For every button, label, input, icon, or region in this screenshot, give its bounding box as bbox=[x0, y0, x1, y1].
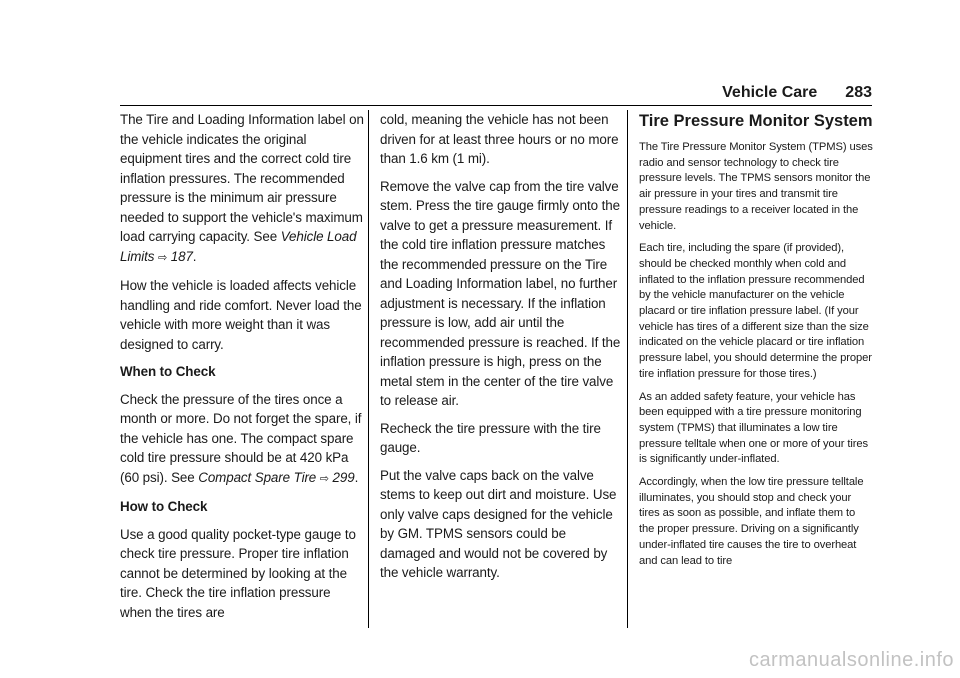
cross-reference-link[interactable]: Compact Spare Tire bbox=[198, 469, 317, 485]
page-ref-arrow-icon: ⇨ bbox=[158, 251, 168, 264]
header-page-number: 283 bbox=[845, 84, 872, 101]
cross-reference-link[interactable]: Vehicle Load Limits bbox=[120, 229, 357, 264]
paragraph-telltale: Accordingly, when the low tire pressure telltale illuminates, you should stop and check your tires as soon as possible, and inflate them to the proper pressure. Driving on a significantly under-inflated tire causes the tire to overheat and can lead to tire bbox=[639, 476, 864, 567]
paragraph-tire-label: The Tire and Loading Information label on the vehicle indicates the original equipment tires and the correct cold tire inflation pressures. The recommended pressure is the minimum air pressure needed to support the vehicle's maximum load carrying capacity. See Vehicle Load Limits ⇨ 187. bbox=[120, 112, 364, 264]
paragraph-recheck: Recheck the tire pressure with the tire gauge. bbox=[380, 420, 601, 455]
page-ref-arrow-icon: ⇨ bbox=[319, 472, 329, 485]
paragraph-monthly-check: Each tire, including the spare (if provided), should be checked monthly when cold and inflated to the inflation pressure recommended by the vehicle manufacturer on the vehicle placard or tire inflation pressure label. (If your vehicle has tires of a different size than the size indicated on the vehicle placard or tire inflation pressure label, you should determine the proper tire inflation pressure for those tires.) bbox=[639, 242, 872, 380]
paragraph-when-to-check: Check the pressure of the tires once a month or more. Do not forget the spare, if the vehicle has one. The compact spare cold tire pressure should be at 420 kPa (60 psi). See Compact Spare Tire ⇨ 299. bbox=[120, 391, 362, 485]
paragraph-cold-tires: cold, meaning the vehicle has not been driven for at least three hours or no more than 1.6 km (1 mi). bbox=[380, 112, 619, 166]
paragraph-loading: How the vehicle is loaded affects vehicle handling and ride comfort. Never load the vehicle with more weight than it was designed to carry. bbox=[120, 278, 362, 352]
cross-reference-page[interactable]: 187 bbox=[170, 248, 193, 264]
paragraph-valve-caps: Put the valve caps back on the valve stems to keep out dirt and moisture. Use only valve caps designed for the vehicle by GM. TPMS sensors could be damaged and would not be covered by the vehicle warranty. bbox=[380, 467, 617, 580]
column-right bbox=[627, 110, 873, 628]
section-title-tpms: Tire Pressure Monitor System bbox=[639, 112, 873, 130]
header-section-title: Vehicle Care bbox=[722, 84, 818, 101]
cross-reference-page[interactable]: 299 bbox=[332, 469, 355, 485]
paragraph-tpms-intro: The Tire Pressure Monitor System (TPMS) uses radio and sensor technology to check tire pressure levels. The TPMS sensors monitor the air pressure in your tires and transmit tire pressure readings to a receiver located in the vehicle. bbox=[639, 141, 873, 232]
page-header bbox=[722, 84, 872, 102]
header-rule bbox=[120, 105, 872, 106]
column-left bbox=[120, 110, 364, 628]
paragraph-valve-procedure: Remove the valve cap from the tire valve stem. Press the tire gauge firmly onto the valve to get a pressure measurement. If the cold tire inflation pressure matches the recommended pressure on the Tire and Loading Information label, no further adjustment is necessary. If the inflation pressure is low, add air until the recommended pressure is reached. If the inflation pressure is high, press on the metal stem in the center of the tire valve to release air. bbox=[380, 178, 621, 408]
subheading-how-to-check: How to Check bbox=[120, 499, 208, 514]
paragraph-how-to-check: Use a good quality pocket-type gauge to check tire pressure. Proper tire inflation cannot be determined by looking at the tire. Check the tire inflation pressure when the tires are bbox=[120, 526, 356, 620]
subheading-when-to-check: When to Check bbox=[120, 364, 216, 379]
column-middle bbox=[368, 110, 622, 628]
paragraph-safety-feature: As an added safety feature, your vehicle has been equipped with a tire pressure monitoring system (TPMS) that illuminates a low tire pressure telltale when one or more of your tires is significantly under-inflated. bbox=[639, 390, 869, 466]
watermark: carmanualsonline.info bbox=[748, 649, 954, 671]
